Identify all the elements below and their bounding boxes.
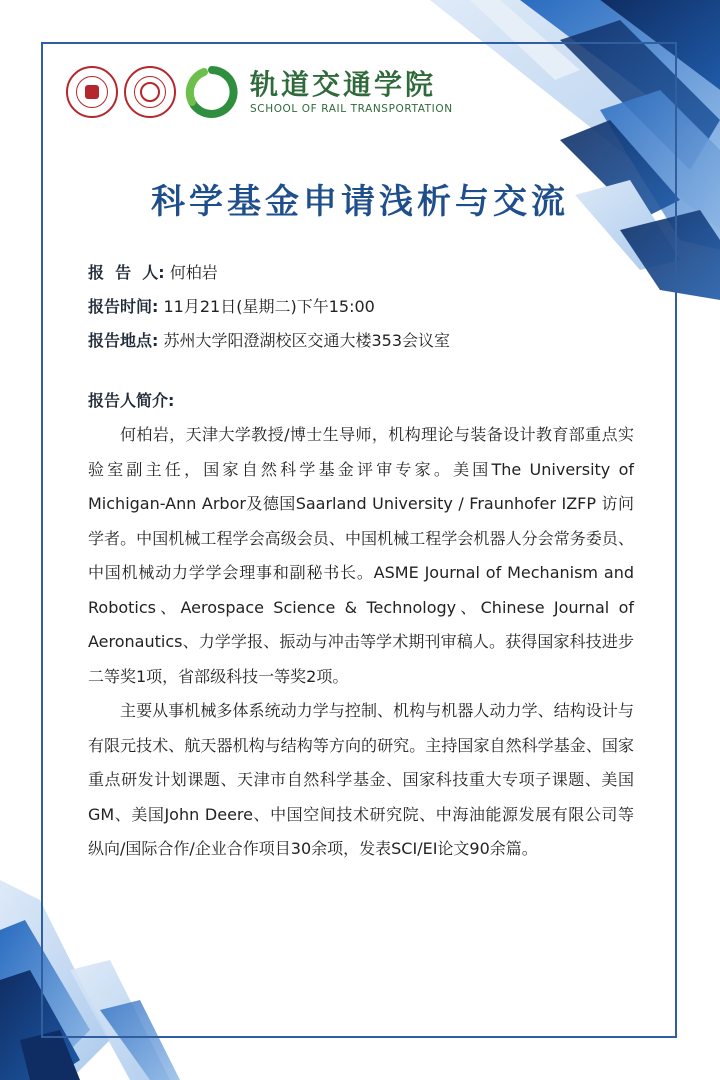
school-brand — [250, 69, 453, 115]
university-seal-logo — [66, 66, 118, 118]
bio-heading: 报告人简介: — [88, 391, 175, 410]
info-row-location — [88, 324, 450, 358]
info-label: 报告时间: — [88, 297, 159, 316]
info-value: 苏州大学阳澄湖校区交通大楼353会议室 — [163, 331, 451, 350]
brand-chinese-name: 轨道交通学院 — [250, 68, 437, 101]
rail-school-ring-logo — [184, 64, 240, 120]
bio-paragraph: 何柏岩，天津大学教授/博士生导师，机构理论与装备设计教育部重点实验室副主任，国家自然科学基金评审专家。美国The University of Michigan-Ann Arbor及德国Saarland University / Fraunhofer IZFP 访问学者。中国机械工程学会高级会员、中国机械工程学会机器人分会常务委员、中国机械动力学学会理事和副秘书长。ASME Journal of Mechanism and Robotics、Aerospace Science & Technology、Chinese Journal of Aeronautics、力学学报、振动与冲击等学术期刊审稿人。获得国家科技进步二等奖1项，省部级科技一等奖2项。 — [88, 425, 634, 686]
info-label: 报告地点: — [88, 331, 159, 350]
bio-paragraph: 主要从事机械多体系统动力学与控制、机构与机器人动力学、结构设计与有限元技术、航天器机构与结构等方向的研究。主持国家自然科学基金、国家重点研发计划课题、天津市自然科学基金、国家科技重大专项子课题、美国GM、美国John Deere、中国空间技术研究院、中海油能源发展有限公司等纵向/国际合作/企业合作项目30余项，发表SCI/EI论文90余篇。 — [88, 701, 634, 858]
header-logos — [66, 62, 453, 122]
info-value: 何柏岩 — [169, 263, 218, 282]
bio-body — [88, 418, 634, 867]
talk-info — [88, 256, 450, 358]
info-row-time — [88, 290, 450, 324]
page-title: 科学基金申请浅析与交流 — [151, 182, 569, 222]
info-label: 报 告 人: — [88, 263, 165, 282]
school-seal-logo — [124, 66, 176, 118]
info-value: 11月21日(星期二)下午15:00 — [163, 297, 375, 316]
brand-english-name: SCHOOL OF RAIL TRANSPORTATION — [250, 103, 453, 115]
info-row-speaker — [88, 256, 450, 290]
